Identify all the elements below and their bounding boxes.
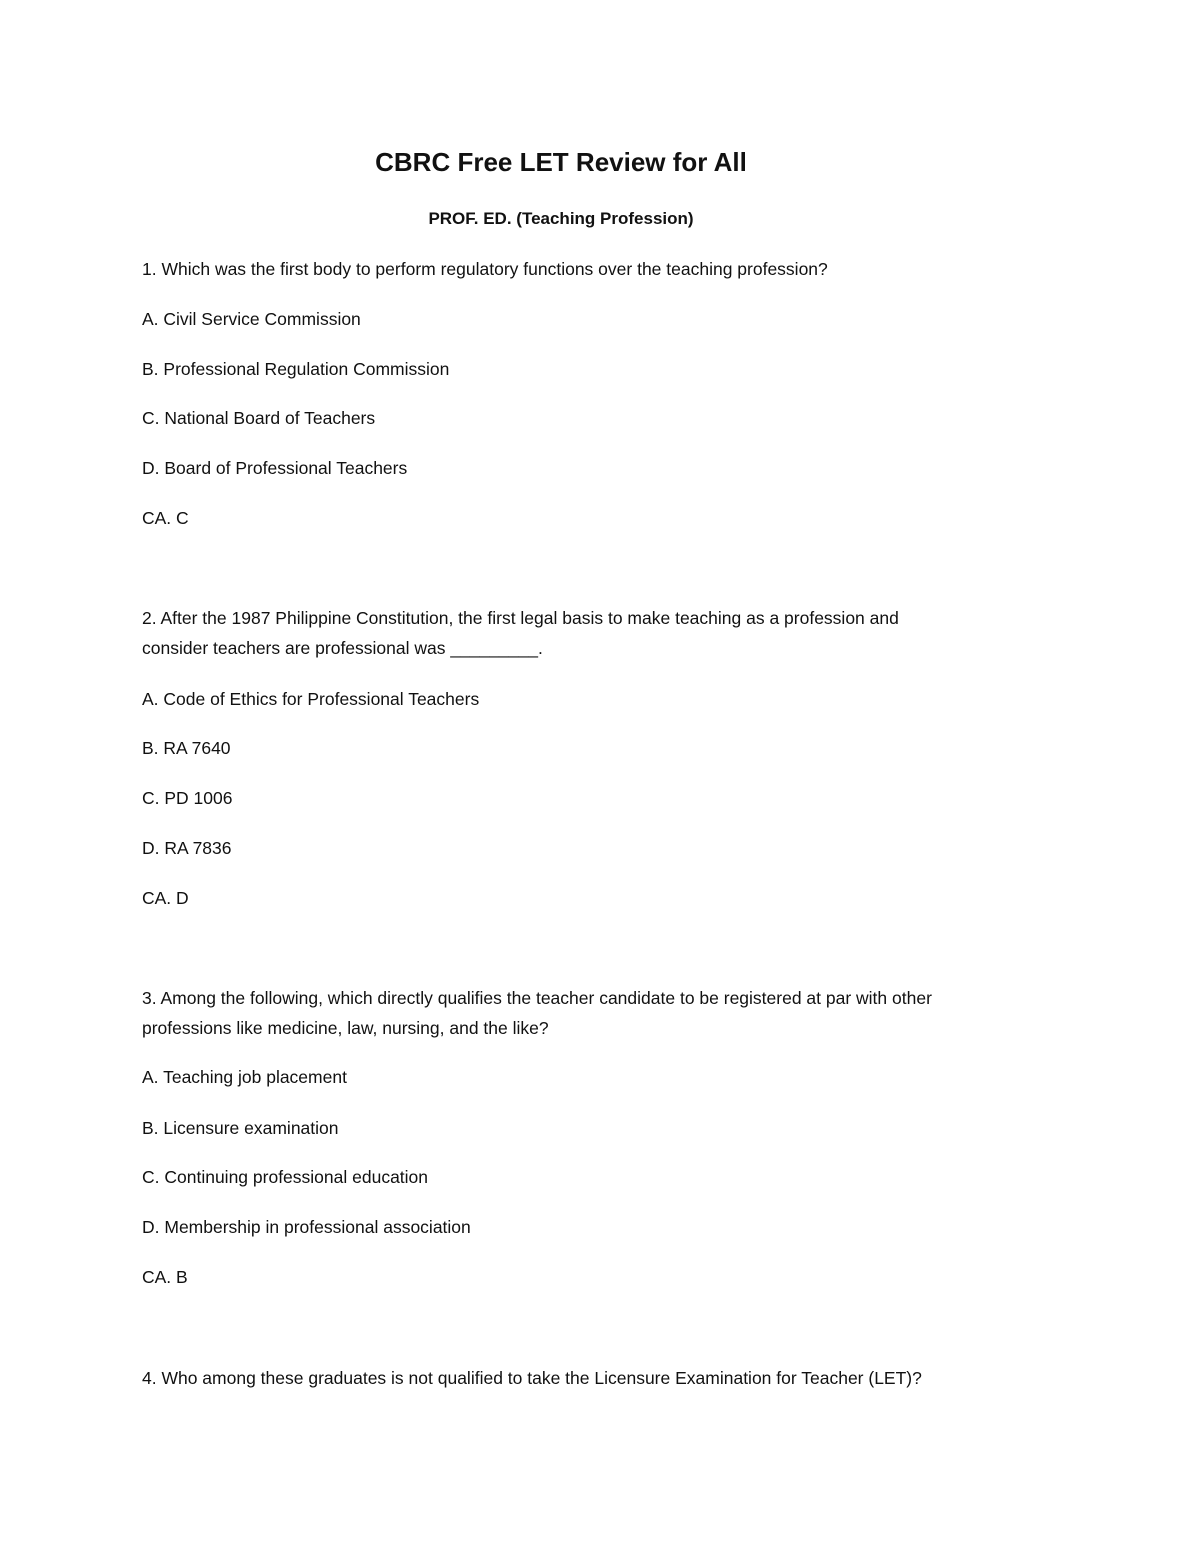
question-1-choice-a: A. Civil Service Commission [142, 309, 361, 329]
question-3-answer: CA. B [142, 1267, 188, 1287]
question-2-choice-a: A. Code of Ethics for Professional Teachers [142, 689, 480, 709]
question-2-answer: CA. D [142, 888, 189, 908]
question-2-choice-d: D. RA 7836 [142, 838, 232, 858]
question-2-choice-b: B. RA 7640 [142, 738, 231, 758]
question-2-choice-c: C. PD 1006 [142, 788, 233, 808]
question-3-choice-c: C. Continuing professional education [142, 1167, 429, 1187]
question-3-choice-d: D. Membership in professional association [142, 1217, 471, 1237]
question-1-choice-d: D. Board of Professional Teachers [142, 458, 408, 478]
document-subtitle: PROF. ED. (Teaching Profession) [428, 209, 694, 228]
question-1-choice-c: C. National Board of Teachers [142, 408, 376, 428]
question-2-stem-line-2: consider teachers are professional was _________. [142, 638, 543, 658]
document-title: CBRC Free LET Review for All [375, 147, 747, 177]
question-3-stem-line-1: 3. Among the following, which directly qualifies the teacher candidate to be registered at par with other [142, 988, 932, 1008]
question-2-stem-line-1: 2. After the 1987 Philippine Constitution, the first legal basis to make teaching as a profession and [142, 608, 899, 628]
question-1-answer: CA. C [142, 508, 189, 528]
question-4-stem: 4. Who among these graduates is not qualified to take the Licensure Examination for Teacher (LET)? [142, 1368, 922, 1388]
question-1-stem: 1. Which was the first body to perform regulatory functions over the teaching profession? [142, 259, 828, 279]
question-3-stem-line-2: professions like medicine, law, nursing, and the like? [142, 1018, 549, 1038]
question-3-choice-a: A. Teaching job placement [142, 1067, 347, 1087]
question-1-choice-b: B. Professional Regulation Commission [142, 359, 450, 379]
question-3-choice-b: B. Licensure examination [142, 1118, 339, 1138]
